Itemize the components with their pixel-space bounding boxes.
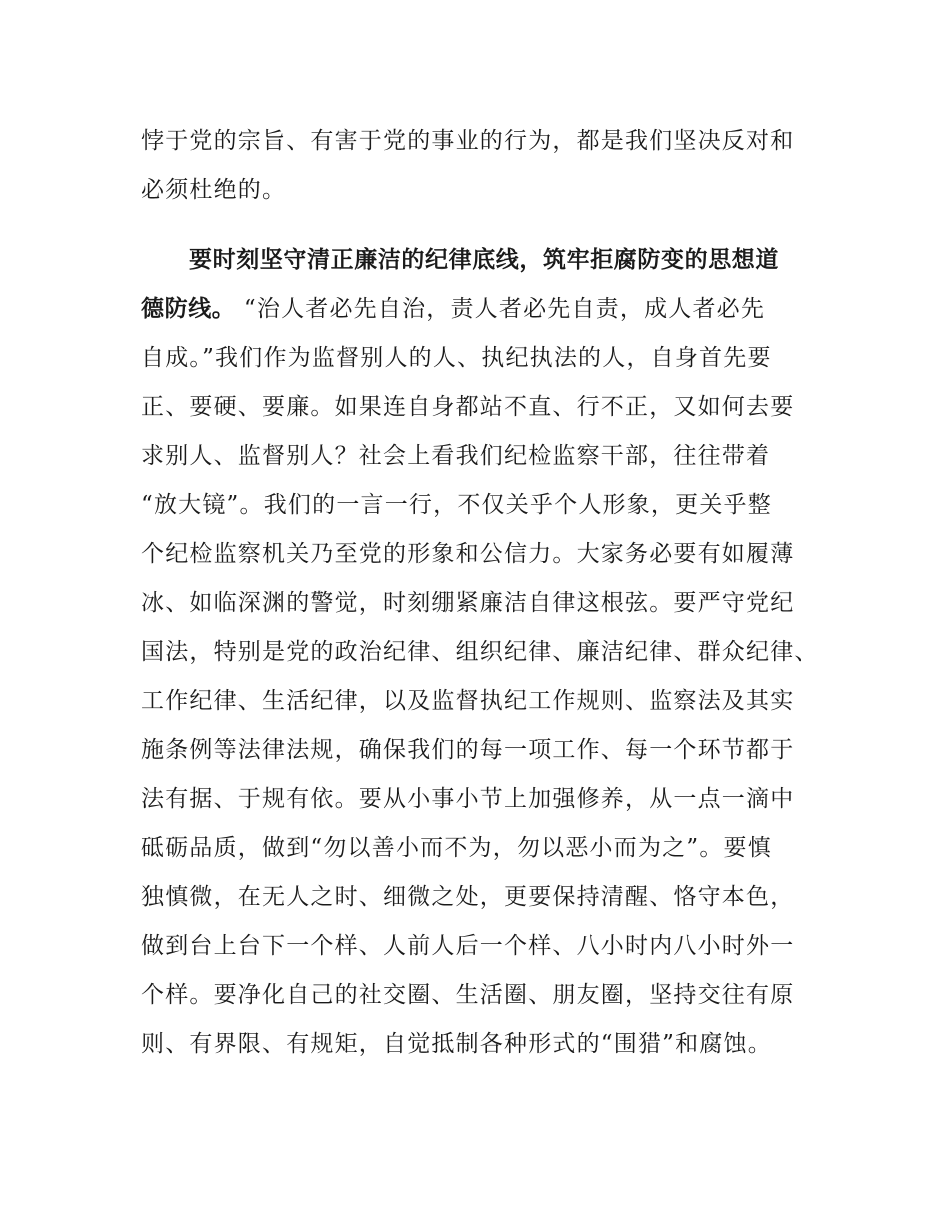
text-line: 悖于党的宗旨、有害于党的事业的行为，都是我们坚决反对和 [141,128,795,154]
text-line [141,294,765,324]
text-line: 国法，特别是党的政治纪律、组织纪律、廉洁纪律、群众纪律、 [141,639,819,665]
text-line: 施条例等法律法规，确保我们的每一项工作、每一个环节都于 [141,737,795,763]
text-line: 冰、如临深渊的警觉，时刻绷紧廉洁自律这根弦。要严守党纪 [141,590,795,616]
text-line: 独慎微，在无人之时、细微之处，更要保持清醒、恪守本色， [141,884,795,910]
text-line: 工作纪律、生活纪律，以及监督执纪工作规则、监察法及其实 [141,688,795,714]
text-line: 做到台上台下一个样、人前人后一个样、八小时内八小时外一 [141,933,795,959]
text-line: 必须杜绝的。 [141,177,287,203]
text-line: 个样。要净化自己的社交圈、生活圈、朋友圈，坚持交往有原 [141,982,795,1008]
quote-start: “治人者必先自治，责人者必先自责，成人者必先 [235,296,766,322]
text-line: 砥砺品质，做到“勿以善小而不为，勿以恶小而为之”。要慎 [141,835,772,861]
text-line: 正、要硬、要廉。如果连自身都站不直、行不正，又如何去要 [141,394,795,420]
text-line: 法有据、于规有依。要从小事小节上加强修养，从一点一滴中 [141,786,795,812]
text-line: 则、有界限、有规矩，自觉抵制各种形式的“围猎”和腐蚀。 [141,1031,772,1057]
text-line: 求别人、监督别人？社会上看我们纪检监察干部，往往带着 [141,443,771,469]
paragraph-heading: 要时刻坚守清正廉洁的纪律底线，筑牢拒腐防变的思想道 [189,247,779,273]
text-line: 自成。”我们作为监督别人的人、执纪执法的人，自身首先要 [141,345,772,371]
text-line: “放大镜”。我们的一言一行，不仅关乎个人形象，更关乎整 [141,492,772,518]
paragraph-heading-end: 德防线。 [141,296,236,322]
text-line: 个纪检监察机关乃至党的形象和公信力。大家务必要有如履薄 [141,541,795,567]
